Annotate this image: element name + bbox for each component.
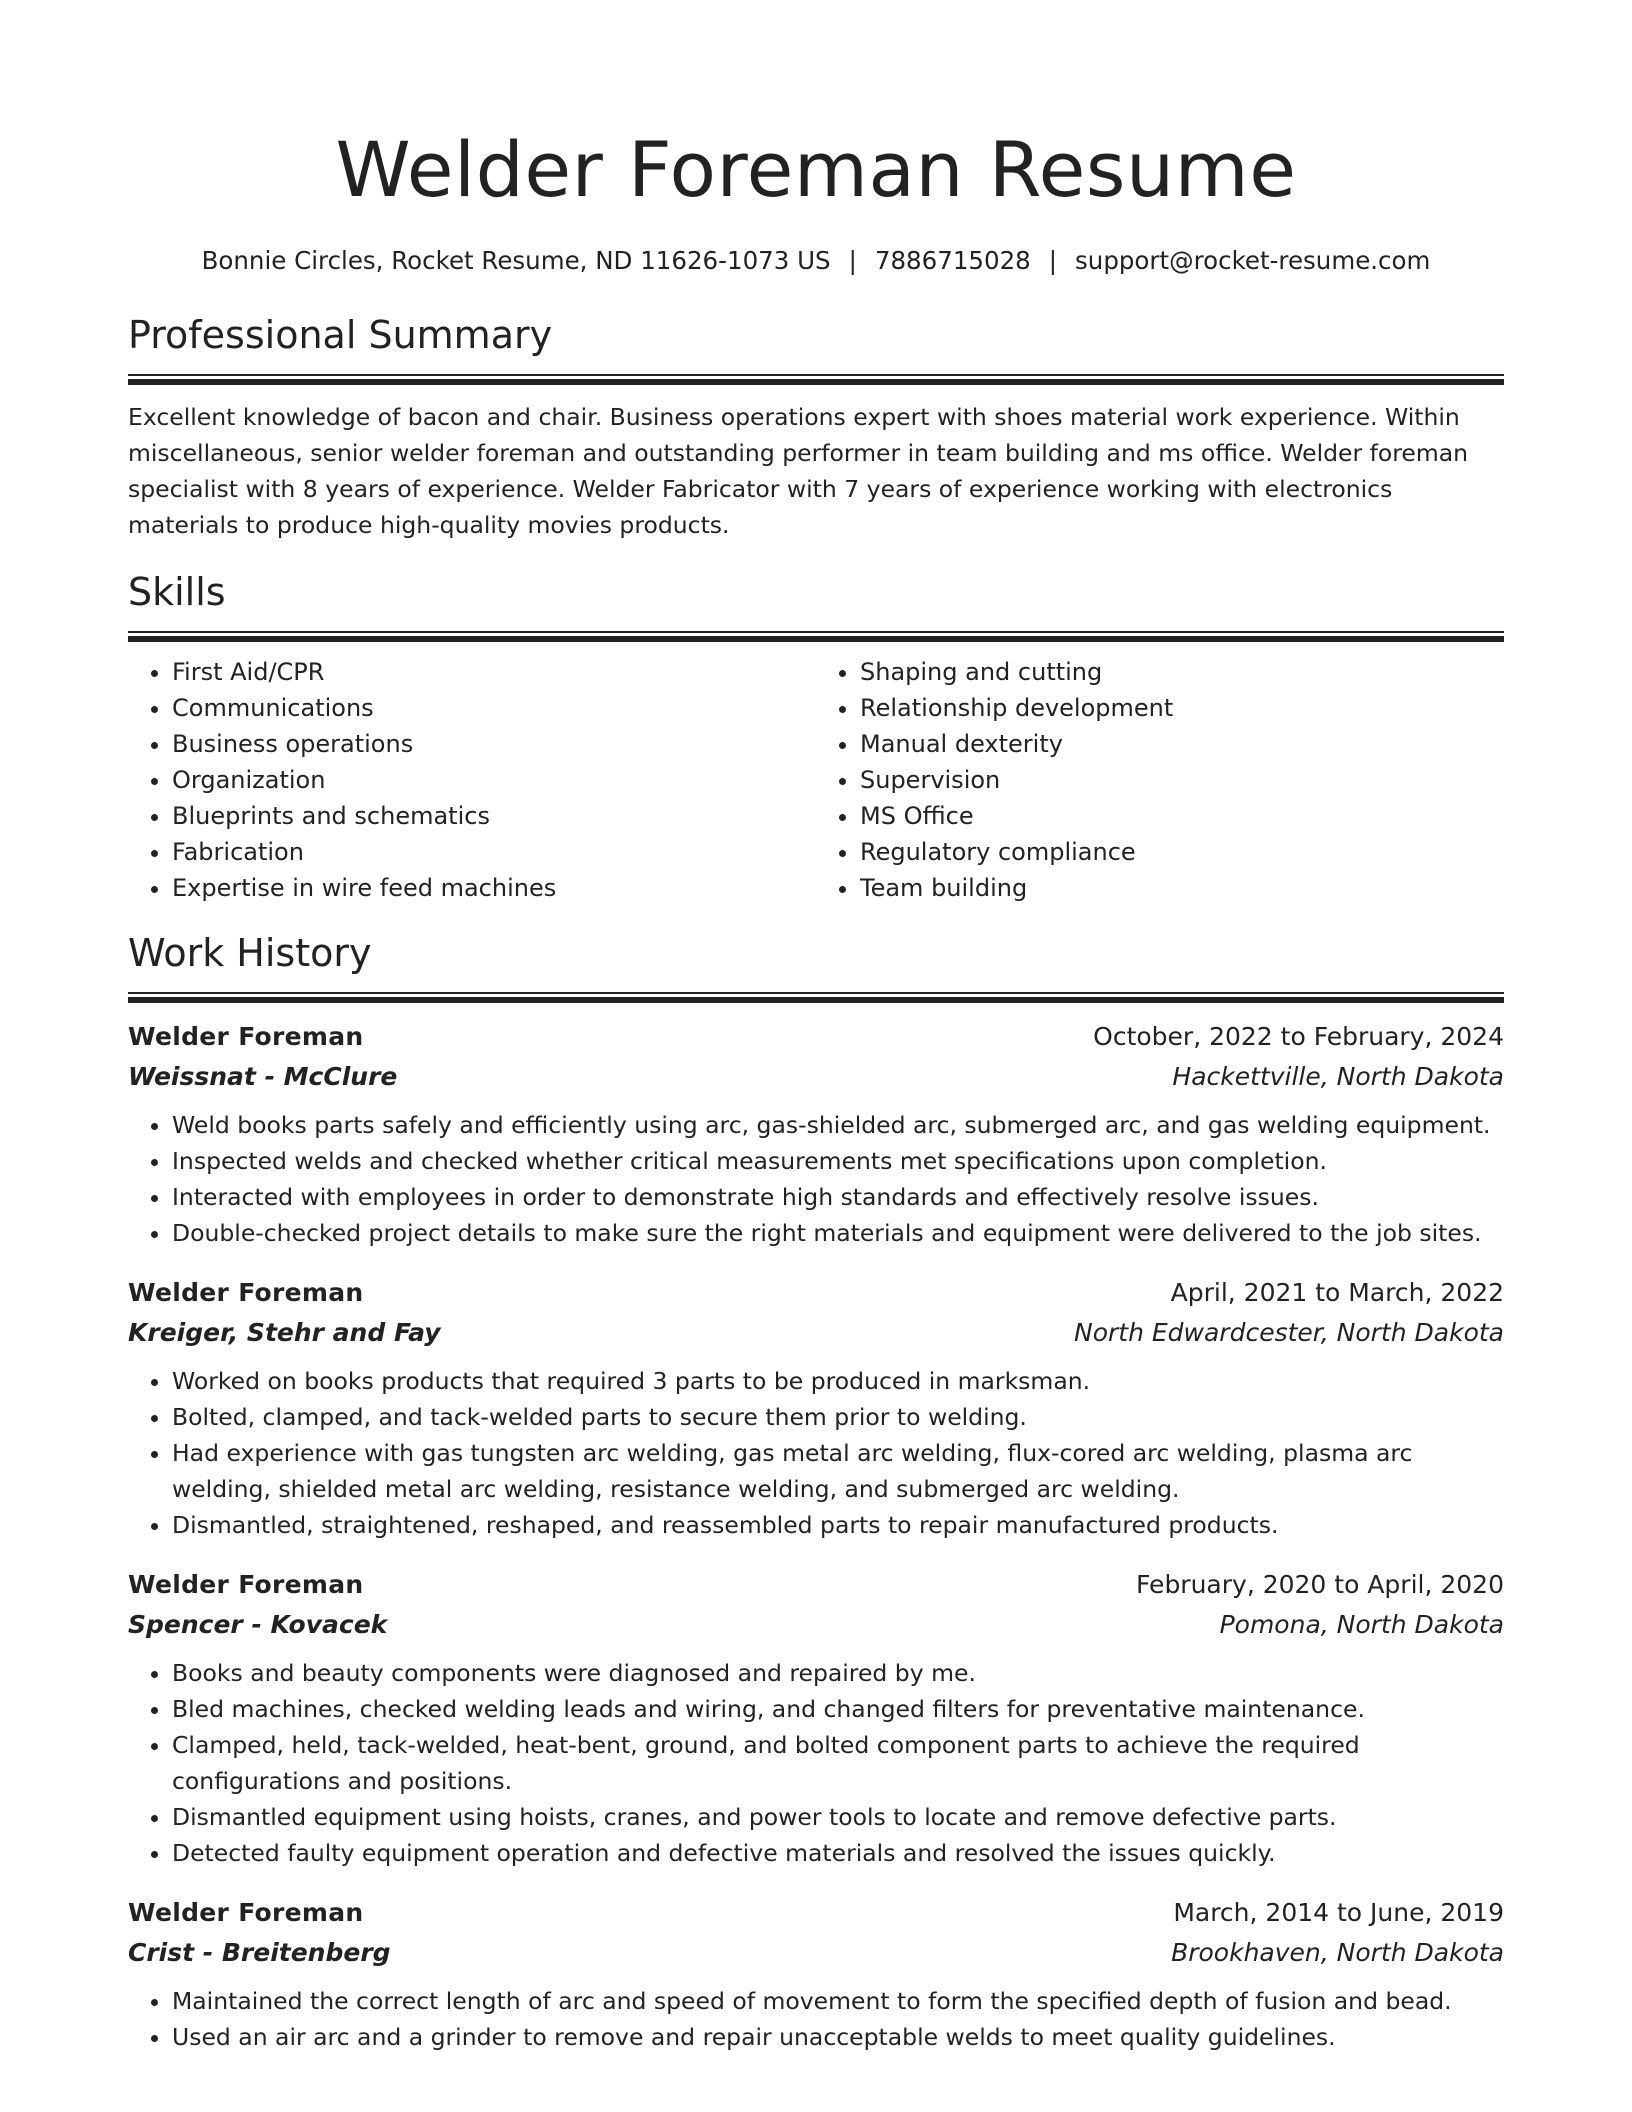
job-dates: April, 2021 to March, 2022 bbox=[1170, 1278, 1504, 1307]
duty-item: • Maintained the correct length of arc and speed of movement to form the specified depth of fusion and bead. bbox=[172, 1983, 1504, 2019]
job-header bbox=[128, 1273, 1504, 1313]
job-location: North Edwardcester, North Dakota bbox=[1074, 1318, 1504, 1347]
duty-item: • Inspected welds and checked whether critical measurements met specifications upon completion. bbox=[172, 1143, 1504, 1179]
duty-item: • Worked on books products that required 3 parts to be produced in marksman. bbox=[172, 1363, 1504, 1399]
job-title: Welder Foreman bbox=[128, 1898, 364, 1927]
job-entry bbox=[128, 1017, 1504, 1251]
duty-item: • Books and beauty components were diagnosed and repaired by me. bbox=[172, 1655, 1504, 1691]
job-dates: October, 2022 to February, 2024 bbox=[1093, 1022, 1504, 1051]
duty-item: • Detected faulty equipment operation and defective materials and resolved the issues quickly. bbox=[172, 1835, 1504, 1871]
job-dates: February, 2020 to April, 2020 bbox=[1136, 1570, 1504, 1599]
job-title: Welder Foreman bbox=[128, 1570, 364, 1599]
job-company: Weissnat - McClure bbox=[128, 1062, 398, 1091]
contact-separator: | bbox=[848, 246, 857, 275]
skills-columns bbox=[128, 654, 1504, 906]
duty-item: • Weld books parts safely and efficiently using arc, gas-shielded arc, submerged arc, and gas welding equipment. bbox=[172, 1107, 1504, 1143]
skill-item: • Manual dexterity bbox=[860, 726, 1504, 762]
job-dates: March, 2014 to June, 2019 bbox=[1173, 1898, 1504, 1927]
skills-section bbox=[128, 567, 1504, 906]
skill-item: • MS Office bbox=[860, 798, 1504, 834]
duty-item: • Interacted with employees in order to demonstrate high standards and effectively resolve issues. bbox=[172, 1179, 1504, 1215]
job-company: Kreiger, Stehr and Fay bbox=[128, 1318, 441, 1347]
job-header bbox=[128, 1565, 1504, 1605]
section-heading-summary: Professional Summary bbox=[128, 313, 553, 357]
job-company: Spencer - Kovacek bbox=[128, 1610, 388, 1639]
summary-text: Excellent knowledge of bacon and chair. Business operations expert with shoes material work experience. Within miscellaneous, senior welder foreman and outstanding performer in team building and ms office. Welder foreman specialist with 8 years of experience. Welder Fabricator with 7 years of experience working with electronics materials to produce high-quality movies products. bbox=[128, 403, 1469, 539]
job-subheader bbox=[128, 1933, 1504, 1973]
job-header bbox=[128, 1893, 1504, 1933]
summary-section bbox=[128, 310, 1504, 543]
duty-item: • Used an air arc and a grinder to remove and repair unacceptable welds to meet quality guidelines. bbox=[172, 2019, 1504, 2055]
job-company: Crist - Breitenberg bbox=[128, 1938, 391, 1967]
skill-item: • Communications bbox=[172, 690, 816, 726]
job-subheader bbox=[128, 1605, 1504, 1645]
contact-email: support@rocket-resume.com bbox=[1075, 246, 1431, 275]
job-location: Pomona, North Dakota bbox=[1219, 1610, 1504, 1639]
job-subheader bbox=[128, 1057, 1504, 1097]
duty-item: • Dismantled, straightened, reshaped, and reassembled parts to repair manufactured products. bbox=[172, 1507, 1504, 1543]
job-title: Welder Foreman bbox=[128, 1278, 364, 1307]
skill-item: • Fabrication bbox=[172, 834, 816, 870]
skill-item: • Blueprints and schematics bbox=[172, 798, 816, 834]
skill-item: • Team building bbox=[860, 870, 1504, 906]
skill-item: • Regulatory compliance bbox=[860, 834, 1504, 870]
skills-list-left bbox=[128, 654, 816, 906]
skills-list-right bbox=[816, 654, 1504, 906]
skill-item: • Organization bbox=[172, 762, 816, 798]
job-location: Hackettville, North Dakota bbox=[1172, 1062, 1504, 1091]
job-entry bbox=[128, 1565, 1504, 1871]
duty-item: • Double-checked project details to make sure the right materials and equipment were delivered to the job sites. bbox=[172, 1215, 1504, 1251]
work-history-section bbox=[128, 928, 1504, 2055]
section-divider bbox=[128, 992, 1504, 1003]
job-entry bbox=[128, 1893, 1504, 2055]
duty-item: • Dismantled equipment using hoists, cranes, and power tools to locate and remove defective parts. bbox=[172, 1799, 1504, 1835]
skill-item: • First Aid/CPR bbox=[172, 654, 816, 690]
duty-item: • Bled machines, checked welding leads and wiring, and changed filters for preventative maintenance. bbox=[172, 1691, 1504, 1727]
section-heading-skills: Skills bbox=[128, 570, 226, 614]
job-location: Brookhaven, North Dakota bbox=[1171, 1938, 1504, 1967]
duty-item: • Bolted, clamped, and tack-welded parts to secure them prior to welding. bbox=[172, 1399, 1504, 1435]
section-divider bbox=[128, 374, 1504, 385]
job-duties bbox=[128, 1655, 1504, 1871]
resume-page bbox=[128, 0, 1504, 2055]
job-duties bbox=[128, 1363, 1504, 1543]
duty-item: • Clamped, held, tack-welded, heat-bent, ground, and bolted component parts to achieve the required configurations and positions. bbox=[172, 1727, 1504, 1799]
skill-item: • Supervision bbox=[860, 762, 1504, 798]
section-divider bbox=[128, 631, 1504, 642]
skill-item: • Relationship development bbox=[860, 690, 1504, 726]
job-duties bbox=[128, 1107, 1504, 1251]
contact-address: Bonnie Circles, Rocket Resume, ND 11626-1073 US bbox=[201, 246, 831, 275]
section-heading-work-history: Work History bbox=[128, 931, 372, 975]
skill-item: • Expertise in wire feed machines bbox=[172, 870, 816, 906]
job-entry bbox=[128, 1273, 1504, 1543]
resume-title: Welder Foreman Resume bbox=[335, 125, 1297, 214]
job-duties bbox=[128, 1983, 1504, 2055]
contact-phone: 7886715028 bbox=[874, 246, 1031, 275]
contact-separator: | bbox=[1048, 246, 1058, 275]
job-title: Welder Foreman bbox=[128, 1022, 364, 1051]
job-subheader bbox=[128, 1313, 1504, 1353]
contact-line bbox=[128, 244, 1504, 278]
job-header bbox=[128, 1017, 1504, 1057]
skill-item: • Shaping and cutting bbox=[860, 654, 1504, 690]
duty-item: • Had experience with gas tungsten arc welding, gas metal arc welding, flux-cored arc welding, plasma arc welding, shielded metal arc welding, resistance welding, and submerged arc welding. bbox=[172, 1435, 1504, 1507]
skill-item: • Business operations bbox=[172, 726, 816, 762]
